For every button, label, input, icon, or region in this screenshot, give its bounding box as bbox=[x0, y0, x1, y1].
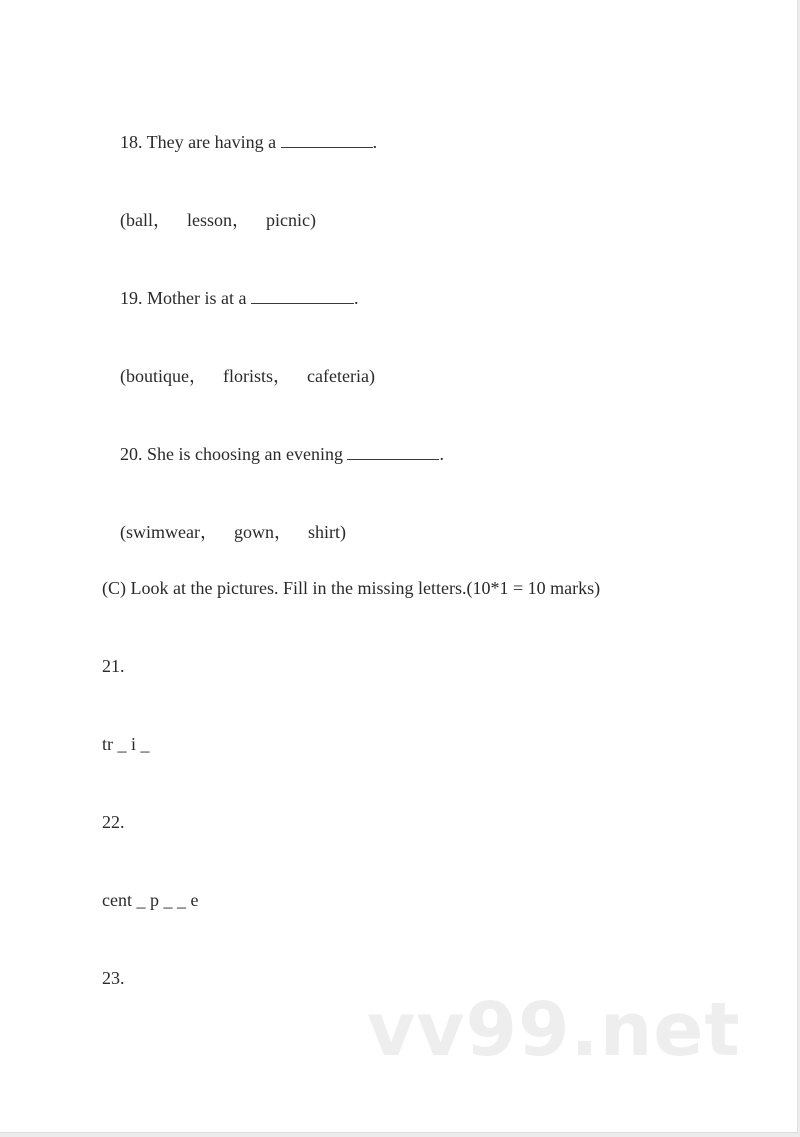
question-19 bbox=[102, 265, 358, 331]
option: cafeteria) bbox=[307, 366, 375, 386]
option: (boutique， bbox=[120, 366, 207, 386]
question-18-period: . bbox=[372, 132, 378, 152]
answer-blank-18 bbox=[281, 131, 373, 148]
option: lesson， bbox=[187, 210, 250, 230]
item-21-pattern: tr _ i _ bbox=[102, 734, 150, 754]
item-23-number: 23. bbox=[102, 968, 125, 988]
question-20 bbox=[102, 421, 444, 487]
question-18-options bbox=[102, 187, 316, 253]
question-19-text: 19. Mother is at a bbox=[120, 288, 251, 308]
answer-blank-20 bbox=[347, 443, 439, 460]
option: picnic) bbox=[266, 210, 316, 230]
question-20-options bbox=[102, 499, 346, 565]
section-c-heading: (C) Look at the pictures. Fill in the missing letters.(10*1 = 10 marks) bbox=[102, 578, 601, 598]
question-20-text: 20. She is choosing an evening bbox=[120, 444, 348, 464]
question-19-options bbox=[102, 343, 375, 409]
answer-blank-19 bbox=[251, 287, 354, 304]
item-22-pattern: cent _ p _ _ e bbox=[102, 890, 199, 910]
question-20-period: . bbox=[439, 444, 444, 464]
option: shirt) bbox=[307, 522, 346, 542]
item-21-number: 21. bbox=[102, 656, 125, 676]
question-18 bbox=[102, 109, 377, 175]
watermark: vv99.net bbox=[367, 987, 741, 1073]
option: (swimwear， bbox=[120, 522, 218, 542]
option: gown， bbox=[233, 522, 292, 542]
question-19-period: . bbox=[353, 288, 359, 308]
item-22-number: 22. bbox=[102, 812, 125, 832]
option: (ball， bbox=[120, 210, 171, 230]
question-18-text: 18. They are having a bbox=[120, 132, 281, 152]
option: florists， bbox=[223, 366, 292, 386]
